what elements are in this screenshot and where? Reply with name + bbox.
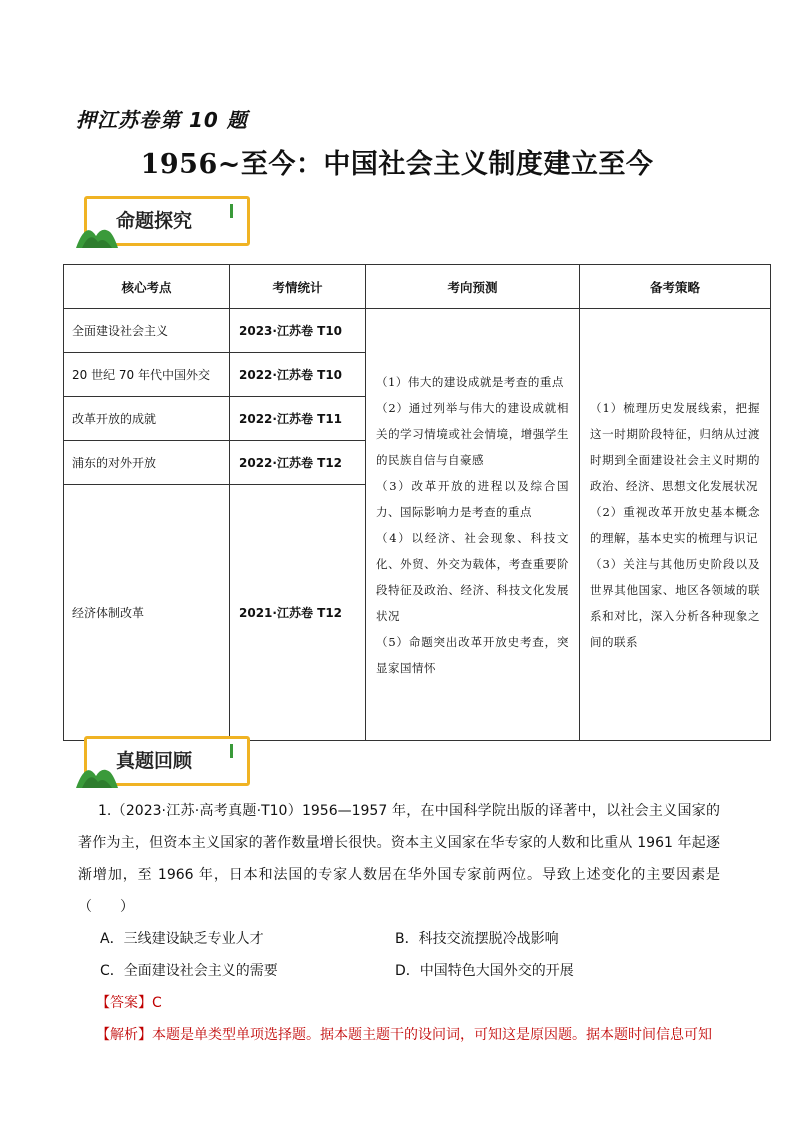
topic-cell: 全面建设社会主义 xyxy=(64,309,230,353)
option-b: B．科技交流摆脱冷战影响 xyxy=(395,931,559,947)
page-title: 1956~至今：中国社会主义制度建立至今 xyxy=(140,149,654,180)
section-label: 真题回顾 xyxy=(116,750,193,772)
prediction-item: （1）伟大的建设成就是考查的重点 xyxy=(376,374,564,389)
options-group xyxy=(78,923,720,987)
answer-label: 【答案】 xyxy=(96,995,152,1011)
section-badge-proposition xyxy=(76,196,251,248)
badge-tick xyxy=(230,204,233,218)
header-strategy: 备考策略 xyxy=(580,265,771,309)
table-row xyxy=(64,309,771,353)
stat-cell: 2023·江苏卷 T10 xyxy=(230,309,366,353)
prediction-item: （2）通过列举与伟大的建设成就相关的学习情境或社会情境，增强学生的民族自信与自豪感 xyxy=(376,400,569,467)
stat-cell: 2022·江苏卷 T11 xyxy=(230,397,366,441)
answer-value: C xyxy=(152,995,162,1011)
prediction-item: （3）改革开放的进程以及综合国力、国际影响力是考查的重点 xyxy=(376,478,569,519)
section-badge-review xyxy=(76,736,251,788)
strategy-item: （1）梳理历史发展线索，把握这一时期阶段特征，归纳从过渡时期到全面建设社会主义时期的政治、经济、思想文化发展状况 xyxy=(590,400,760,493)
stat-cell: 2022·江苏卷 T10 xyxy=(230,353,366,397)
topic-cell: 浦东的对外开放 xyxy=(64,441,230,485)
strategy-item: （3）关注与其他历史阶段以及世界其他国家、地区各领域的联系和对比，深入分析各种现象之间的联系 xyxy=(590,556,760,649)
hills-icon xyxy=(76,218,118,248)
exam-analysis-table xyxy=(63,264,771,741)
table-header-row xyxy=(64,265,771,309)
explanation-row xyxy=(78,1019,720,1051)
strategy-cell xyxy=(580,309,771,741)
topic-cell: 改革开放的成就 xyxy=(64,397,230,441)
question-block xyxy=(78,795,720,1051)
header-core-point: 核心考点 xyxy=(64,265,230,309)
question-stem: 1.（2023·江苏·高考真题·T10）1956—1957 年，在中国科学院出版的译著中，以社会主义国家的著作为主，但资本主义国家的著作数量增长很快。资本主义国家在华专家的人数和比重从 1961 年起逐渐增加，至 1966 年，日本和法国的专家人数居在华外国专家前两位。导致上述变化的主要因素是（ ） xyxy=(78,803,720,915)
explanation-label: 【解析】 xyxy=(96,1027,152,1043)
option-a: A．三线建设缺乏专业人才 xyxy=(100,931,264,947)
badge-tick xyxy=(230,744,233,758)
option-c: C．全面建设社会主义的需要 xyxy=(100,963,278,979)
header-statistics: 考情统计 xyxy=(230,265,366,309)
hills-icon xyxy=(76,758,118,788)
topic-cell: 经济体制改革 xyxy=(64,485,230,741)
prediction-cell xyxy=(366,309,580,741)
prediction-item: （4）以经济、社会现象、科技文化、外贸、外交为载体，考查重要阶段特征及政治、经济、科技文化发展状况 xyxy=(376,530,569,623)
strategy-item: （2）重视改革开放史基本概念的理解，基本史实的梳理与识记 xyxy=(590,504,760,545)
section-label: 命题探究 xyxy=(116,210,193,232)
exam-label: 押江苏卷第 10 题 xyxy=(76,108,248,132)
prediction-item: （5）命题突出改革开放史考查，突显家国情怀 xyxy=(376,634,569,675)
explanation-text: 本题是单类型单项选择题。据本题主题干的设问词，可知这是原因题。据本题时间信息可知 xyxy=(152,1027,712,1043)
header-prediction: 考向预测 xyxy=(366,265,580,309)
topic-cell: 20 世纪 70 年代中国外交 xyxy=(64,353,230,397)
answer-row xyxy=(78,987,720,1019)
stat-cell: 2022·江苏卷 T12 xyxy=(230,441,366,485)
option-d: D．中国特色大国外交的开展 xyxy=(395,963,574,979)
stat-cell: 2021·江苏卷 T12 xyxy=(230,485,366,741)
